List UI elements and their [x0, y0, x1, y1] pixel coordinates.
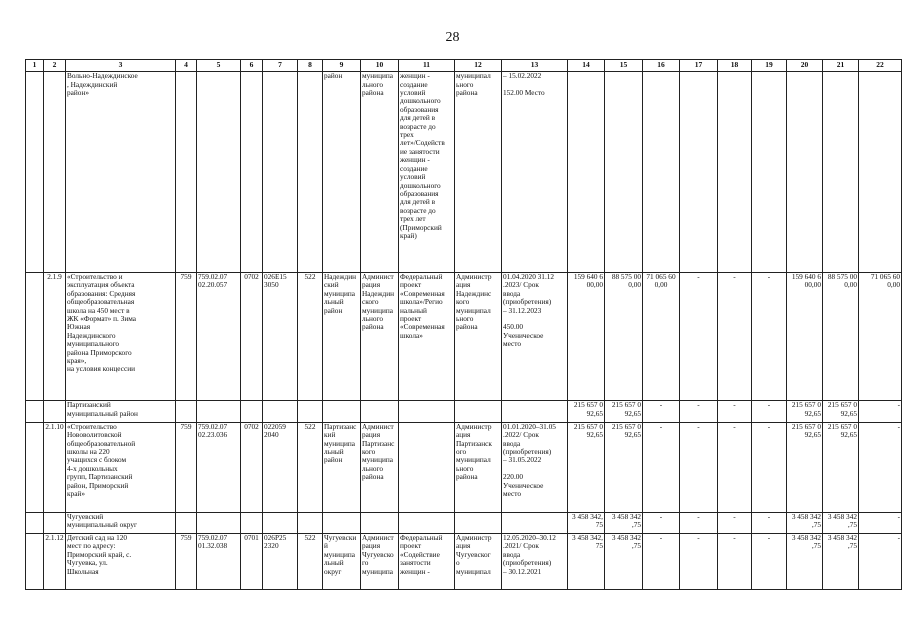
- table-cell: [241, 401, 263, 422]
- header-cell: 16: [643, 60, 680, 72]
- table-cell: [263, 401, 298, 422]
- table-cell: -: [859, 533, 902, 589]
- table-cell: [26, 72, 44, 273]
- table-row: [26, 422, 902, 512]
- table-cell: [197, 512, 241, 533]
- table-cell: 215 657 0 92,65: [787, 401, 823, 422]
- table-cell: 3 458 342 ,75: [787, 533, 823, 589]
- table-cell: [455, 512, 502, 533]
- header-cell: 1: [26, 60, 44, 72]
- table-row: [26, 512, 902, 533]
- table-cell: 3 458 342 ,75: [787, 512, 823, 533]
- header-cell: 3: [66, 60, 176, 72]
- table-cell: 522: [298, 422, 323, 512]
- header-cell: 2: [44, 60, 66, 72]
- table-cell: 3 458 342 ,75: [823, 533, 859, 589]
- table-cell: -: [859, 401, 902, 422]
- table-cell: [197, 401, 241, 422]
- table-cell: 0702: [241, 273, 263, 401]
- table-cell: [176, 72, 197, 273]
- table-cell: [361, 401, 399, 422]
- data-table: [25, 59, 902, 590]
- table-cell: 759: [176, 533, 197, 589]
- table-cell: [680, 72, 718, 273]
- table-cell: [605, 72, 643, 273]
- table-cell: Надеждин ский муниципа льный район: [323, 273, 361, 401]
- table-cell: -: [680, 273, 718, 401]
- table-cell: 759.02.07 02.23.036: [197, 422, 241, 512]
- table-cell: 0702: [241, 422, 263, 512]
- header-cell: 5: [197, 60, 241, 72]
- table-cell: -: [680, 401, 718, 422]
- header-cell: 7: [263, 60, 298, 72]
- table-cell: -: [718, 422, 752, 512]
- table-cell: 3 458 342 ,75: [605, 533, 643, 589]
- table-cell: [44, 512, 66, 533]
- table-row: [26, 72, 902, 273]
- table-cell: -: [752, 512, 787, 533]
- table-cell: Администр ация Чугуевског о муниципал: [455, 533, 502, 589]
- table-cell: 2.1.12: [44, 533, 66, 589]
- table-cell: [323, 401, 361, 422]
- table-cell: -: [643, 401, 680, 422]
- table-cell: [263, 72, 298, 273]
- table-cell: -: [859, 512, 902, 533]
- table-cell: -: [752, 401, 787, 422]
- table-cell: [399, 422, 455, 512]
- table-cell: 0701: [241, 533, 263, 589]
- table-cell: -: [680, 512, 718, 533]
- table-cell: 522: [298, 533, 323, 589]
- table-cell: [298, 72, 323, 273]
- table-cell: -: [718, 533, 752, 589]
- table-cell: 026Е15 3050: [263, 273, 298, 401]
- table-cell: женщин - создание условий дошкольного образования для детей в возрасте до трех лет»/Содейств ие занятости женщин - создание условий дошкольного образования для детей в возрасте до трех лет (Приморский край): [399, 72, 455, 273]
- table-cell: Чугуевский муниципальный округ: [66, 512, 176, 533]
- table-cell: [176, 512, 197, 533]
- header-cell: 14: [568, 60, 605, 72]
- table-cell: 215 657 0 92,65: [605, 422, 643, 512]
- header-cell: 12: [455, 60, 502, 72]
- table-cell: [568, 72, 605, 273]
- table-cell: 3 458 342, 75: [568, 533, 605, 589]
- table-row: [26, 401, 902, 422]
- table-cell: 159 640 6 00,00: [568, 273, 605, 401]
- table-cell: Админист рация Партизанс кого муниципа льного района: [361, 422, 399, 512]
- table-cell: -: [680, 533, 718, 589]
- table-cell: 01.01.2020–31.05 .2022/ Срок ввода (приобретения) – 31.05.2022 220.00 Ученическое место: [502, 422, 568, 512]
- table-cell: -: [680, 422, 718, 512]
- table-cell: [298, 512, 323, 533]
- table-cell: 026Р25 2320: [263, 533, 298, 589]
- table-cell: Админист рация Надеждин ского муниципа льного района: [361, 273, 399, 401]
- table-cell: Партизанский муниципальный район: [66, 401, 176, 422]
- table-cell: 2.1.9: [44, 273, 66, 401]
- header-cell: 21: [823, 60, 859, 72]
- table-cell: -: [752, 533, 787, 589]
- table-cell: [176, 401, 197, 422]
- header-cell: 8: [298, 60, 323, 72]
- table-cell: 3 458 342 ,75: [823, 512, 859, 533]
- table-cell: муниципал ьного района: [455, 72, 502, 273]
- table-cell: -: [752, 422, 787, 512]
- table-row: [26, 273, 902, 401]
- header-cell: 13: [502, 60, 568, 72]
- table-cell: [44, 401, 66, 422]
- table-cell: [361, 512, 399, 533]
- table-cell: -: [643, 422, 680, 512]
- table-cell: Чугуевски й муниципа льный округ: [323, 533, 361, 589]
- table-cell: [502, 401, 568, 422]
- table-cell: 215 657 0 92,65: [605, 401, 643, 422]
- header-cell: 11: [399, 60, 455, 72]
- table-cell: [26, 273, 44, 401]
- table-cell: 3 458 342, 75: [568, 512, 605, 533]
- header-cell: 17: [680, 60, 718, 72]
- table-cell: 215 657 0 92,65: [787, 422, 823, 512]
- table-cell: 88 575 00 0,00: [605, 273, 643, 401]
- header-cell: 15: [605, 60, 643, 72]
- header-cell: 4: [176, 60, 197, 72]
- table-cell: Администр ация Надеждинс кого муниципал ьного района: [455, 273, 502, 401]
- table-cell: «Строительство Нововолитовской общеобразовательной школы на 220 учащихся с блоком 4-х дошкольных групп, Партизанский район, Приморский край»: [66, 422, 176, 512]
- table-cell: Партизанс кий муниципа льный район: [323, 422, 361, 512]
- table-cell: [26, 533, 44, 589]
- table-cell: [298, 401, 323, 422]
- table-cell: Вольно-Надеждинское , Надеждинский район»: [66, 72, 176, 273]
- table-cell: -: [718, 273, 752, 401]
- header-cell: 19: [752, 60, 787, 72]
- table-cell: [44, 72, 66, 273]
- table-cell: [241, 72, 263, 273]
- table-cell: 71 065 60 0,00: [859, 273, 902, 401]
- table-cell: [197, 72, 241, 273]
- table-cell: Администр ация Партизанск ого муниципал ьного района: [455, 422, 502, 512]
- table-cell: [787, 72, 823, 273]
- table-cell: 01.04.2020 31.12 .2023/ Срок ввода (приобретения) – 31.12.2023 450.00 Ученическое место: [502, 273, 568, 401]
- table-cell: 88 575 00 0,00: [823, 273, 859, 401]
- header-cell: 6: [241, 60, 263, 72]
- table-cell: [323, 512, 361, 533]
- table-cell: 759: [176, 422, 197, 512]
- table-cell: 12.05.2020–30.12 .2021/ Срок ввода (приобретения) – 30.12.2021: [502, 533, 568, 589]
- table-cell: [859, 72, 902, 273]
- table-cell: -: [752, 273, 787, 401]
- table-cell: -: [643, 512, 680, 533]
- table-cell: -: [718, 401, 752, 422]
- header-cell: 10: [361, 60, 399, 72]
- table-cell: [26, 422, 44, 512]
- table-cell: [643, 72, 680, 273]
- header-cell: 9: [323, 60, 361, 72]
- table-cell: [26, 401, 44, 422]
- table-cell: 71 065 60 0,00: [643, 273, 680, 401]
- table-cell: -: [718, 512, 752, 533]
- table-cell: [399, 401, 455, 422]
- table-cell: 215 657 0 92,65: [568, 422, 605, 512]
- table-row: [26, 533, 902, 589]
- table-cell: район: [323, 72, 361, 273]
- table-cell: 3 458 342 ,75: [605, 512, 643, 533]
- table-cell: 022059 2040: [263, 422, 298, 512]
- table-cell: [718, 72, 752, 273]
- header-cell: 22: [859, 60, 902, 72]
- table-cell: 215 657 0 92,65: [823, 422, 859, 512]
- page-number: 28: [445, 30, 460, 45]
- table-cell: Федеральный проект «Современная школа»/Регио нальный проект «Современная школа»: [399, 273, 455, 401]
- header-row: [26, 60, 902, 72]
- table-cell: [241, 512, 263, 533]
- table-cell: 215 657 0 92,65: [568, 401, 605, 422]
- table-cell: Админист рация Чугуевско го муниципа: [361, 533, 399, 589]
- table-cell: 759.02.07 02.20.057: [197, 273, 241, 401]
- table-cell: муниципа льного района: [361, 72, 399, 273]
- header-cell: 20: [787, 60, 823, 72]
- table-cell: 2.1.10: [44, 422, 66, 512]
- table-cell: [502, 512, 568, 533]
- table-cell: «Строительство и эксплуатация объекта образования: Средняя общеобразовательная школа на 450 мест в ЖК «Формат» п. Зима Южная Надеждинского муниципального района Приморского края», на условия концессии: [66, 273, 176, 401]
- table-cell: [263, 512, 298, 533]
- table-cell: 215 657 0 92,65: [823, 401, 859, 422]
- table-cell: Федеральный проект «Содействие занятости женщин -: [399, 533, 455, 589]
- table-cell: [455, 401, 502, 422]
- table-cell: – 15.02.2022 152.00 Место: [502, 72, 568, 273]
- table-cell: 759: [176, 273, 197, 401]
- table-cell: 522: [298, 273, 323, 401]
- table-cell: -: [643, 533, 680, 589]
- table-cell: -: [859, 422, 902, 512]
- header-cell: 18: [718, 60, 752, 72]
- table-cell: [26, 512, 44, 533]
- table-cell: 159 640 6 00,00: [787, 273, 823, 401]
- table-cell: [752, 72, 787, 273]
- table-cell: [823, 72, 859, 273]
- table-cell: Детский сад на 120 мест по адресу: Приморский край, с. Чугуевка, ул. Школьная: [66, 533, 176, 589]
- table-cell: [399, 512, 455, 533]
- table-cell: 759.02.07 01.32.038: [197, 533, 241, 589]
